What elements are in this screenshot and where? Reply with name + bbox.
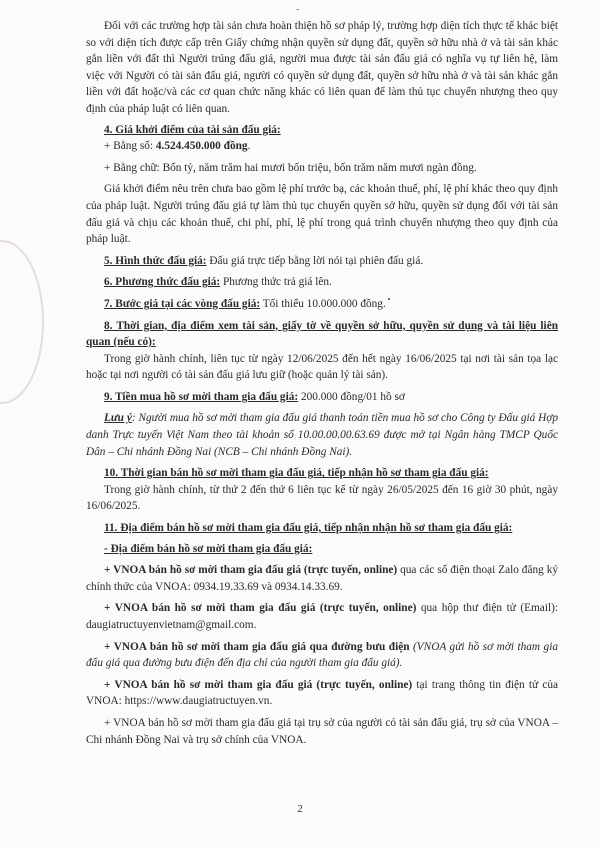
starting-price-words: + Bằng chữ: Bốn tỷ, năm trăm hai mươi bốn triệu, bốn trăm năm mươi ngàn đồng. (104, 161, 477, 174)
section-8-heading: 8. Thời gian, địa điểm xem tài sản, giấy tờ về quyền sở hữu, quyền sử dụng và tài liệu liên quan (nếu có): (86, 319, 558, 349)
starting-price-value: 4.524.450.000 đồng (155, 140, 248, 153)
sales-channel-post: + VNOA bán hồ sơ mời tham gia đấu giá qua đường bưu điện (VNOA gửi hồ sơ mời tham gia đấu giá qua đường bưu điện đến địa chỉ của người tham gia đấu giá). (86, 640, 558, 670)
starting-price-numeric: + Bằng số: 4.524.450.000 đồng. (104, 140, 251, 153)
section-4-heading: 4. Giá khởi điểm của tài sản đấu giá: (104, 123, 281, 136)
section-11-subheading: - Địa điểm bán hồ sơ mời tham gia đấu giá: (104, 542, 313, 555)
sales-channel-office: + VNOA bán hồ sơ mời tham gia đấu giá tại trụ sở của người có tài sản đấu giá, trụ sở của VNOA – Chi nhánh Đồng Nai và trụ sở chính của VNOA. (86, 716, 558, 746)
section-9-note: Lưu ý: Người mua hồ sơ mời tham gia đấu giá thanh toán tiền mua hồ sơ cho Công ty Đấu giá Hợp danh Trực tuyến Việt Nam theo tài khoản số 10.00.00.00.63.69 được mở tại Ngân hàng TMCP Quốc Dân – Chi nhánh Đồng Nai (NCB – Chi nhánh Đồng Nai). (86, 412, 558, 458)
sales-channel-website: + VNOA bán hồ sơ mời tham gia đấu giá (trực tuyến, online) tại trang thông tin điện tử của VNOA: https://www.daugiatructuyen.vn. (86, 678, 558, 708)
section-11-heading: 11. Địa điểm bán hồ sơ mời tham gia đấu giá, tiếp nhận nhận hồ sơ tham gia đấu giá: (104, 522, 513, 535)
top-mark: - (296, 4, 300, 15)
section-7: 7. Bước giá tại các vòng đấu giá: Tối thiểu 10.000.000 đồng. (86, 296, 558, 313)
section-9: 9. Tiền mua hồ sơ mời tham gia đấu giá: 200.000 đồng/01 hồ sơ (104, 390, 405, 403)
intro-paragraph: Đối với các trường hợp tài sản chưa hoàn thiện hồ sơ pháp lý, trường hợp diện tích thực tế khác biệt so với diện tích được cấp trên Giấy chứng nhận quyền sử dụng đất, quyền sở hữu nhà ở và tài sản khác gắn liền với đất thì Người trúng đấu giá, người mua được tài sản đấu giá có nghĩa vụ tự liên hệ, làm việc với Người có tài sản đấu giá, người có quyền sử dụng đất, quyền sở hữu nhà ở và tài sản khác gắn liền với đất hoặc/và các cơ quan chức năng khác có liên quan để làm thủ tục chuyển nhượng theo quy định của pháp luật có liên quan. (86, 20, 558, 115)
section-5: 5. Hình thức đấu giá: Đấu giá trực tiếp bằng lời nói tại phiên đấu giá. (104, 254, 424, 267)
section-10-heading: 10. Thời gian bán hồ sơ mời tham gia đấu giá, tiếp nhận hồ sơ tham gia đấu giá: (104, 467, 489, 480)
section-8-text: Trong giờ hành chính, liên tục từ ngày 12/06/2025 đến hết ngày 16/06/2025 tại nơi tài sản tọa lạc hoặc tại nơi người có tài sản đấu giá lưu giữ (hoặc quản lý tài sản). (86, 352, 558, 382)
sales-channel-email: + VNOA bán hồ sơ mời tham gia đấu giá (trực tuyến, online) qua hộp thư điện tử (Email): daugiatructuyenvietnam@gmail.com. (86, 602, 558, 631)
page-number: 2 (297, 803, 303, 815)
sales-channel-zalo: + VNOA bán hồ sơ mời tham gia đấu giá (trực tuyến, online) qua các số điện thoại Zalo đăng ký chính thức của VNOA: 0934.19.33.69 và 0934.14.33.69. (86, 564, 558, 593)
starting-price-note: Giá khởi điểm nêu trên chưa bao gồm lệ phí trước bạ, các khoản thuế, phí, lệ phí khác theo quy định của pháp luật. Người trúng đấu giá tự làm thủ tục chuyển quyền sở hữu, quyền sử dụng đối với tài sản đấu giá và chịu các khoản thuế, chi phí, phí, lệ phí trong quá trình chuyển nhượng theo quy định của pháp luật. (86, 183, 558, 246)
section-10-text: Trong giờ hành chính, từ thứ 2 đến thứ 6 liên tục kể từ ngày 26/05/2025 đến 16 giờ 30 phút, ngày 16/06/2025. (86, 483, 558, 513)
stamp-trace (0, 240, 44, 404)
section-6: 6. Phương thức đấu giá: Phương thức trả giá lên. (104, 276, 332, 289)
